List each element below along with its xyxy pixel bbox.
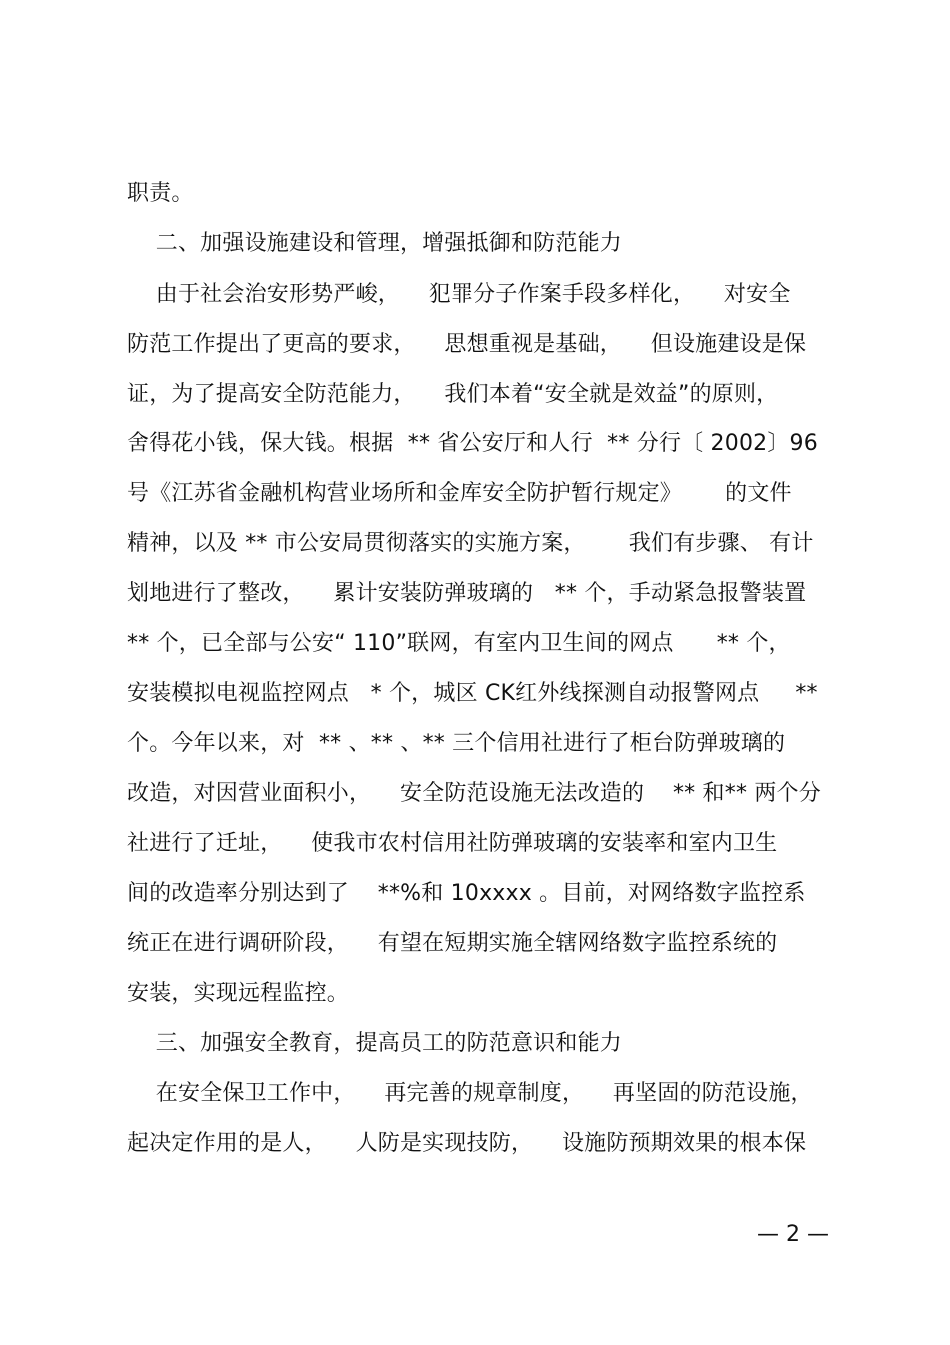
text-line-17: 安装，实现远程监控。 bbox=[127, 981, 350, 1006]
text-line-14: 社进行了迁址， 使我市农村信用社防弹玻璃的安装率和室内卫生 bbox=[127, 831, 778, 856]
section-heading-2: 二、加强设施建设和管理，增强抵御和防范能力 bbox=[127, 231, 622, 256]
text-line-7: 号《江苏省金融机构营业场所和金库安全防护暂行规定》 的文件 bbox=[127, 481, 792, 506]
text-line-15: 间的改造率分别达到了 **%和 10xxxx 。目前，对网络数字监控系 bbox=[127, 881, 806, 906]
section-heading-3: 三、加强安全教育，提高员工的防范意识和能力 bbox=[127, 1031, 622, 1056]
text-line-16: 统正在进行调研阶段， 有望在短期实施全辖网络数字监控系统的 bbox=[127, 931, 778, 956]
text-line-5: 证，为了提高安全防范能力， 我们本着“安全就是效益”的原则， bbox=[127, 382, 779, 407]
text-line-12: 个。今年以来，对 ** 、** 、** 三个信用社进行了柜台防弹玻璃的 bbox=[127, 731, 786, 756]
text-line-13: 改造，对因营业面积小， 安全防范设施无法改造的 ** 和** 两个分 bbox=[127, 781, 821, 806]
text-line-19: 在安全保卫工作中， 再完善的规章制度， 再坚固的防范设施， bbox=[127, 1081, 813, 1106]
text-line-1: 职责。 bbox=[127, 181, 194, 206]
text-line-8: 精神，以及 ** 市公安局贯彻落实的实施方案， 我们有步骤、 有计 bbox=[127, 531, 814, 556]
text-line-10: ** 个，已全部与公安“ 110”联网，有室内卫生间的网点 ** 个， bbox=[127, 631, 791, 656]
text-line-6: 舍得花小钱，保大钱。根据 ** 省公安厅和人行 ** 分行〔 2002〕96 bbox=[127, 431, 818, 456]
text-line-20: 起决定作用的是人， 人防是实现技防， 设施防预期效果的根本保 bbox=[127, 1131, 807, 1156]
page-number: — 2 — bbox=[757, 1222, 829, 1247]
text-line-4: 防范工作提出了更高的要求， 思想重视是基础， 但设施建设是保 bbox=[127, 332, 807, 357]
text-line-11: 安装模拟电视监控网点 * 个，城区 CK红外线探测自动报警网点 ** bbox=[127, 681, 818, 706]
text-line-9: 划地进行了整改， 累计安装防弹玻璃的 ** 个，手动紧急报警装置 bbox=[127, 581, 807, 606]
text-line-3: 由于社会治安形势严峻， 犯罪分子作案手段多样化， 对安全 bbox=[127, 282, 791, 307]
